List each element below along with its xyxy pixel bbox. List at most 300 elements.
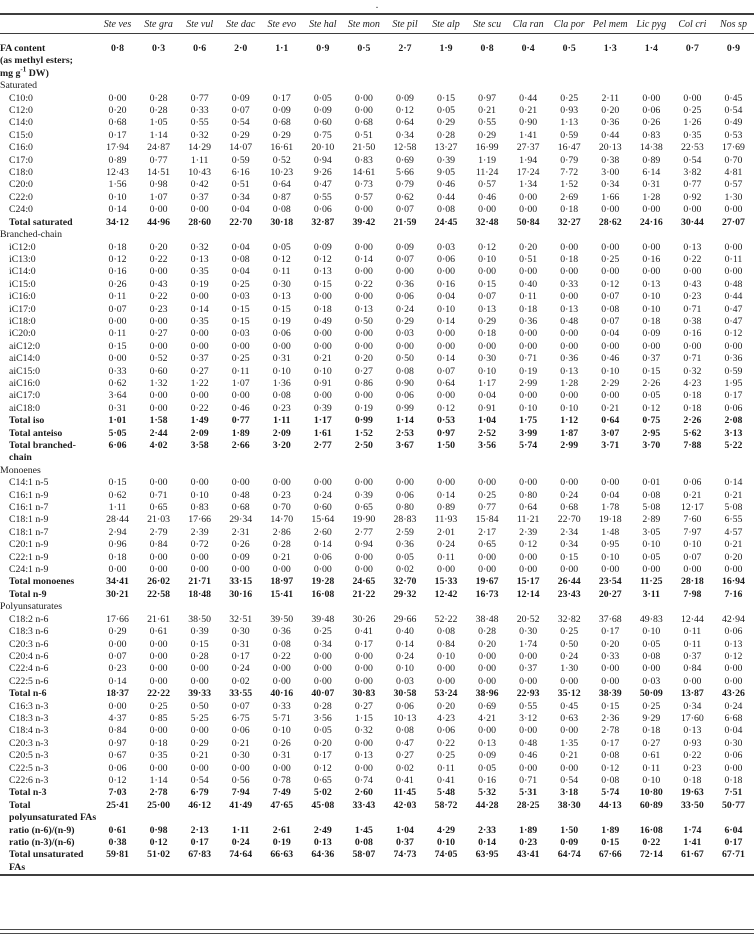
value-cell: 0·68 xyxy=(108,117,127,129)
value-cell: 0·11 xyxy=(437,551,455,563)
value-cell: 0·03 xyxy=(437,241,456,253)
row-label: iC13:0 xyxy=(9,253,36,265)
value-cell: 0·07 xyxy=(108,303,127,315)
value-cell: 2·86 xyxy=(272,526,291,538)
value-cell: 1·11 xyxy=(190,154,209,166)
value-cell: 0·25 xyxy=(560,92,579,104)
value-cell: 0·00 xyxy=(560,477,579,489)
value-cell: 0·00 xyxy=(601,204,620,216)
value-cell: 16·73 xyxy=(475,588,499,600)
value-cell: 7·88 xyxy=(683,440,702,451)
table-row xyxy=(0,353,754,365)
value-cell: 0·26 xyxy=(272,737,291,749)
value-cell: 7·94 xyxy=(231,787,250,799)
value-cell: 1·28 xyxy=(642,191,661,203)
table-row xyxy=(0,93,754,105)
value-cell: 0·13 xyxy=(560,365,579,377)
value-cell: 0·00 xyxy=(437,663,456,675)
value-cell: 0·15 xyxy=(560,551,579,563)
value-cell: 20·52 xyxy=(516,613,540,625)
value-cell: 2·60 xyxy=(313,526,332,538)
value-cell: 3·70 xyxy=(642,440,661,451)
value-cell: 0·64 xyxy=(437,377,456,389)
value-cell: 0·89 xyxy=(437,502,456,514)
value-cell: 67·66 xyxy=(598,849,622,861)
value-cell: 0·5 xyxy=(562,43,576,54)
value-cell: 1·15 xyxy=(354,712,373,724)
value-cell: 42·03 xyxy=(393,799,417,811)
value-cell: 0·21 xyxy=(231,737,250,749)
value-cell: 0·24 xyxy=(231,837,250,848)
value-cell: 0·24 xyxy=(560,489,579,501)
value-cell: 0·00 xyxy=(683,675,702,687)
value-cell: 0·11 xyxy=(108,328,127,340)
value-cell: 0·25 xyxy=(149,700,168,712)
value-cell: 0·49 xyxy=(313,315,332,327)
value-cell: 32·48 xyxy=(475,216,499,228)
value-cell: 0·77 xyxy=(190,92,209,104)
value-cell: 0·37 xyxy=(642,353,661,365)
value-cell: 16·08 xyxy=(311,588,335,600)
value-cell: 0·15 xyxy=(437,92,456,104)
row-label-part: mg g xyxy=(0,67,21,79)
value-cell: 0·13 xyxy=(478,737,497,749)
value-cell: 0·99 xyxy=(395,402,414,414)
value-cell: 1·9 xyxy=(439,43,453,54)
value-cell: 53·24 xyxy=(434,688,458,700)
row-label: C22:5 n-3 xyxy=(9,762,49,774)
value-cell: 1·11 xyxy=(232,824,250,836)
value-cell: 38·50 xyxy=(188,613,212,625)
value-cell: 0·06 xyxy=(395,700,414,712)
value-cell: 0·37 xyxy=(190,191,209,203)
value-cell: 17·66 xyxy=(188,514,212,526)
value-cell: 50·77 xyxy=(722,799,745,811)
value-cell: 1·22 xyxy=(190,377,209,389)
value-cell: 0·16 xyxy=(683,328,702,340)
value-cell: 0·00 xyxy=(354,328,373,340)
value-cell: 0·06 xyxy=(724,402,743,414)
row-label: C18:4 n-3 xyxy=(9,725,49,737)
value-cell: 27·37 xyxy=(516,142,540,154)
value-cell: 30·21 xyxy=(106,588,129,600)
value-cell: 1·94 xyxy=(519,154,538,166)
value-cell: 0·00 xyxy=(149,650,168,662)
row-label: aiC17:0 xyxy=(9,390,41,402)
value-cell: 1·58 xyxy=(149,415,168,427)
column-header: Cla ran xyxy=(508,14,549,34)
value-cell: 6·55 xyxy=(724,514,743,526)
value-cell: 0·10 xyxy=(395,663,414,675)
value-cell: 0·89 xyxy=(108,154,127,166)
value-cell: 7·51 xyxy=(724,787,743,799)
value-cell: 1·41 xyxy=(683,837,702,848)
value-cell: 1·78 xyxy=(601,502,620,514)
value-cell: 32·51 xyxy=(229,613,253,625)
value-cell: 0·00 xyxy=(519,650,538,662)
value-cell: 0·62 xyxy=(395,191,414,203)
value-cell: 0·06 xyxy=(437,725,456,737)
value-cell: 25·41 xyxy=(106,799,129,811)
value-cell: 0·00 xyxy=(724,340,743,352)
value-cell: 3·58 xyxy=(190,440,209,451)
value-cell: 0·12 xyxy=(601,278,620,290)
table-row xyxy=(0,366,754,378)
value-cell: 0·28 xyxy=(190,650,209,662)
value-cell: 0·12 xyxy=(272,253,291,265)
value-cell: 0·15 xyxy=(601,837,620,848)
value-cell: 0·25 xyxy=(683,105,702,117)
value-cell: 0·86 xyxy=(354,377,373,389)
value-cell: 2·34 xyxy=(560,526,579,538)
value-cell: 0·37 xyxy=(519,663,538,675)
value-cell: 25·00 xyxy=(147,799,171,811)
value-cell: 0·00 xyxy=(601,241,620,253)
value-cell: 50·84 xyxy=(516,216,540,228)
value-cell: 5·74 xyxy=(519,440,538,451)
value-cell: 0·12 xyxy=(313,253,332,265)
section-row xyxy=(0,601,754,613)
value-cell: 3·99 xyxy=(519,427,538,439)
table-row xyxy=(0,763,754,775)
value-cell: 0·00 xyxy=(601,340,620,352)
value-cell: 0·22 xyxy=(149,291,168,303)
value-cell: 0·53 xyxy=(724,129,743,141)
value-cell: 12·42 xyxy=(434,588,458,600)
value-cell: 0·16 xyxy=(108,266,127,278)
row-label: Total n-6 xyxy=(9,688,47,700)
value-cell: 0·04 xyxy=(231,241,250,253)
value-cell: 0·6 xyxy=(193,43,207,54)
row-label: C14:0 xyxy=(9,117,33,129)
value-cell: 0·04 xyxy=(437,291,456,303)
value-cell: 0·84 xyxy=(108,725,127,737)
value-cell: 0·03 xyxy=(395,675,414,687)
value-cell: 59·81 xyxy=(106,849,129,861)
value-cell: 0·19 xyxy=(190,278,209,290)
value-cell: 14·70 xyxy=(270,514,294,526)
value-cell: 0·10 xyxy=(642,626,661,638)
value-cell: 0·00 xyxy=(313,675,332,687)
value-cell: 45·08 xyxy=(311,799,335,811)
value-cell: 0·10 xyxy=(437,303,456,315)
value-cell: 0·33 xyxy=(272,700,291,712)
value-cell: 0·36 xyxy=(395,539,414,551)
value-cell: 1·52 xyxy=(354,427,373,439)
value-cell: 0·73 xyxy=(354,179,373,191)
value-cell: 0·00 xyxy=(437,390,456,402)
value-cell: 0·41 xyxy=(395,774,414,786)
value-cell: 0·13 xyxy=(354,750,373,762)
value-cell: 1·75 xyxy=(519,415,538,427)
value-cell: 0·35 xyxy=(190,315,209,327)
row-label: C22:5 n-6 xyxy=(9,675,49,687)
value-cell: 0·00 xyxy=(149,477,168,489)
value-cell: 0·20 xyxy=(108,105,127,117)
value-cell: 0·00 xyxy=(519,564,538,576)
value-cell: 19·67 xyxy=(475,576,499,588)
column-header: Col cri xyxy=(672,14,713,34)
value-cell: 0·06 xyxy=(313,551,332,563)
value-cell: 14·51 xyxy=(147,167,171,179)
value-cell: 2·09 xyxy=(272,427,291,439)
value-cell: 0·20 xyxy=(601,105,620,117)
value-cell: 0·15 xyxy=(272,303,291,315)
value-cell: 30·44 xyxy=(680,216,704,228)
section-row xyxy=(0,80,754,92)
value-cell: 37·68 xyxy=(598,613,622,625)
value-cell: 21·61 xyxy=(147,613,171,625)
row-label: Total unsaturated FAs xyxy=(9,849,84,873)
value-cell: 30·83 xyxy=(352,688,376,700)
value-cell: 0·56 xyxy=(231,774,250,786)
value-cell: 0·00 xyxy=(108,353,127,365)
value-cell: 0·15 xyxy=(642,365,661,377)
value-cell: 11·93 xyxy=(434,514,458,526)
value-cell: 0·26 xyxy=(231,539,250,551)
value-cell: 1·61 xyxy=(313,427,332,439)
value-cell: 28·18 xyxy=(680,576,704,588)
value-cell: 0·00 xyxy=(190,204,209,216)
value-cell: 1·3 xyxy=(603,43,617,54)
value-cell: 0·17 xyxy=(354,638,373,650)
value-cell: 0·18 xyxy=(560,204,579,216)
value-cell: 0·22 xyxy=(149,253,168,265)
value-cell: 0·18 xyxy=(683,774,702,786)
value-cell: 0·20 xyxy=(601,638,620,650)
value-cell: 1·35 xyxy=(560,737,579,749)
value-cell: 2·26 xyxy=(642,377,661,389)
value-cell: 0·09 xyxy=(231,92,250,104)
value-cell: 0·51 xyxy=(354,129,373,141)
column-header: Lic pyg xyxy=(631,14,672,34)
value-cell: 9·26 xyxy=(313,167,332,179)
value-cell: 0·38 xyxy=(108,837,127,848)
value-cell: 1·17 xyxy=(478,377,497,389)
value-cell: 2·33 xyxy=(478,824,497,836)
value-cell: 1·19 xyxy=(478,154,497,166)
value-cell: 0·31 xyxy=(272,750,291,762)
value-cell: 64·74 xyxy=(557,849,581,861)
table-row xyxy=(0,155,754,167)
value-cell: 0·39 xyxy=(313,402,332,414)
value-cell: 0·34 xyxy=(683,700,702,712)
value-cell: 0·54 xyxy=(190,774,209,786)
value-cell: 0·65 xyxy=(149,502,168,514)
value-cell: 0·00 xyxy=(478,675,497,687)
value-cell: 0·27 xyxy=(190,365,209,377)
value-cell: 0·00 xyxy=(149,340,168,352)
value-cell: 0·00 xyxy=(354,675,373,687)
value-cell: 10·13 xyxy=(393,712,417,724)
value-cell: 0·13 xyxy=(190,253,209,265)
value-cell: 2·0 xyxy=(234,43,248,54)
value-cell: 11·45 xyxy=(393,787,417,799)
value-cell: 1·34 xyxy=(519,179,538,191)
value-cell: 0·65 xyxy=(354,502,373,514)
value-cell: 0·98 xyxy=(149,824,168,836)
value-cell: 0·18 xyxy=(642,725,661,737)
value-cell: 0·11 xyxy=(683,638,702,650)
row-label: C22:4 n-6 xyxy=(9,663,49,675)
value-cell: 0·11 xyxy=(231,365,250,377)
value-cell: 0·00 xyxy=(601,675,620,687)
value-cell: 0·00 xyxy=(724,564,743,576)
value-cell: 21·50 xyxy=(352,142,376,154)
value-cell: 0·84 xyxy=(149,539,168,551)
value-cell: 66·63 xyxy=(270,849,294,861)
value-cell: 0·13 xyxy=(478,303,497,315)
row-label: Total monoenes xyxy=(9,576,75,588)
value-cell: 5·08 xyxy=(642,502,661,514)
value-cell: 0·22 xyxy=(190,402,209,414)
table-row xyxy=(0,564,754,576)
value-cell: 2·60 xyxy=(354,787,373,799)
value-cell: 12·58 xyxy=(393,142,417,154)
value-cell: 0·00 xyxy=(601,564,620,576)
row-label: Total anteiso xyxy=(9,427,63,439)
value-cell: 18·97 xyxy=(270,576,294,588)
value-cell: 0·00 xyxy=(437,328,456,340)
row-label: Total iso xyxy=(9,415,45,427)
row-label: iC17:0 xyxy=(9,303,36,315)
section-label: Polyunsaturates xyxy=(0,601,63,613)
value-cell: 0·3 xyxy=(152,43,166,54)
value-cell: 0·00 xyxy=(437,564,456,576)
value-cell: 0·00 xyxy=(519,328,538,340)
value-cell: 0·18 xyxy=(108,241,127,253)
value-cell: 0·00 xyxy=(519,390,538,402)
value-cell: 0·00 xyxy=(354,650,373,662)
value-cell: 0·28 xyxy=(149,105,168,117)
value-cell: 0·00 xyxy=(272,675,291,687)
row-label xyxy=(0,34,97,81)
value-cell: 0·31 xyxy=(272,353,291,365)
value-cell: 0·29 xyxy=(272,129,291,141)
value-cell: 0·32 xyxy=(190,129,209,141)
value-cell: 0·00 xyxy=(642,92,661,104)
row-label: aiC12:0 xyxy=(9,340,41,352)
value-cell: 0·05 xyxy=(437,105,456,117)
value-cell: 2·66 xyxy=(231,440,250,451)
value-cell: 0·25 xyxy=(601,253,620,265)
value-cell: 0·92 xyxy=(683,191,702,203)
value-cell: 0·10 xyxy=(313,365,332,377)
value-cell: 0·9 xyxy=(316,43,330,54)
value-cell: 0·12 xyxy=(478,241,497,253)
value-cell: 0·29 xyxy=(478,315,497,327)
value-cell: 21·71 xyxy=(188,576,212,588)
row-label: Total n-9 xyxy=(9,588,47,600)
value-cell: 17·69 xyxy=(722,142,745,154)
column-header: Ste hal xyxy=(302,14,343,34)
value-cell: 0·13 xyxy=(683,241,702,253)
value-cell: 0·22 xyxy=(683,750,702,762)
value-cell: 0·00 xyxy=(190,564,209,576)
value-cell: 0·83 xyxy=(190,502,209,514)
value-cell: 0·47 xyxy=(724,303,743,315)
value-cell: 1·05 xyxy=(149,117,168,129)
value-cell: 0·23 xyxy=(272,489,291,501)
value-cell: 38·48 xyxy=(475,613,499,625)
value-cell: 20·10 xyxy=(311,142,335,154)
table-row xyxy=(0,254,754,266)
value-cell: 0·30 xyxy=(478,353,497,365)
value-cell: 2·7 xyxy=(398,43,412,54)
value-cell: 0·27 xyxy=(395,750,414,762)
value-cell: 0·34 xyxy=(395,129,414,141)
value-cell: 0·11 xyxy=(642,762,661,774)
value-cell: 0·32 xyxy=(683,365,702,377)
table-row xyxy=(0,825,754,837)
value-cell: 3·12 xyxy=(519,712,538,724)
value-cell: 0·00 xyxy=(190,340,209,352)
value-cell: 0·55 xyxy=(519,700,538,712)
value-cell: 0·62 xyxy=(108,489,127,501)
table-row xyxy=(0,837,754,849)
table-row xyxy=(0,105,754,117)
value-cell: 0·37 xyxy=(190,353,209,365)
value-cell: 2·36 xyxy=(601,712,620,724)
value-cell: 0·00 xyxy=(437,340,456,352)
value-cell: 0·00 xyxy=(642,564,661,576)
value-cell: 0·39 xyxy=(437,154,456,166)
value-cell: 0·46 xyxy=(231,402,250,414)
value-cell: 1·74 xyxy=(683,824,702,836)
value-cell: 0·52 xyxy=(272,154,291,166)
value-cell: 28·44 xyxy=(106,514,129,526)
value-cell: 0·08 xyxy=(601,774,620,786)
value-cell: 0·03 xyxy=(395,328,414,340)
value-cell: 0·00 xyxy=(724,204,743,216)
value-cell: 0·08 xyxy=(601,750,620,762)
value-cell: 18·48 xyxy=(188,588,212,600)
value-cell: 0·06 xyxy=(683,477,702,489)
value-cell: 0·33 xyxy=(190,105,209,117)
table-row xyxy=(0,725,754,737)
value-cell: 23·54 xyxy=(598,576,622,588)
value-cell: 4·37 xyxy=(108,712,127,724)
value-cell: 0·09 xyxy=(642,328,661,340)
value-cell: 1·12 xyxy=(560,415,579,427)
value-cell: 2·53 xyxy=(395,427,414,439)
value-cell: 0·14 xyxy=(108,204,127,216)
value-cell: 0·28 xyxy=(313,700,332,712)
value-cell: 0·83 xyxy=(354,154,373,166)
value-cell: 0·8 xyxy=(110,43,125,54)
value-cell: 0·21 xyxy=(601,402,620,414)
table-row xyxy=(0,527,754,539)
value-cell: 50·09 xyxy=(639,688,663,700)
value-cell: 0·00 xyxy=(560,291,579,303)
value-cell: 0·14 xyxy=(190,303,209,315)
value-cell: 0·00 xyxy=(231,762,250,774)
value-cell: 19·63 xyxy=(680,787,704,799)
value-cell: 0·10 xyxy=(642,303,661,315)
value-cell: 0·00 xyxy=(190,291,209,303)
value-cell: 0·35 xyxy=(190,266,209,278)
value-cell: 0·06 xyxy=(437,253,456,265)
value-cell: 0·57 xyxy=(724,179,743,191)
value-cell: 0·19 xyxy=(272,315,291,327)
value-cell: 15·84 xyxy=(475,514,499,526)
value-cell: 0·83 xyxy=(642,129,661,141)
value-cell: 0·47 xyxy=(395,737,414,749)
table-row xyxy=(0,639,754,651)
value-cell: 0·18 xyxy=(683,390,702,402)
value-cell: 0·96 xyxy=(108,539,127,551)
value-cell: 1·95 xyxy=(724,377,743,389)
